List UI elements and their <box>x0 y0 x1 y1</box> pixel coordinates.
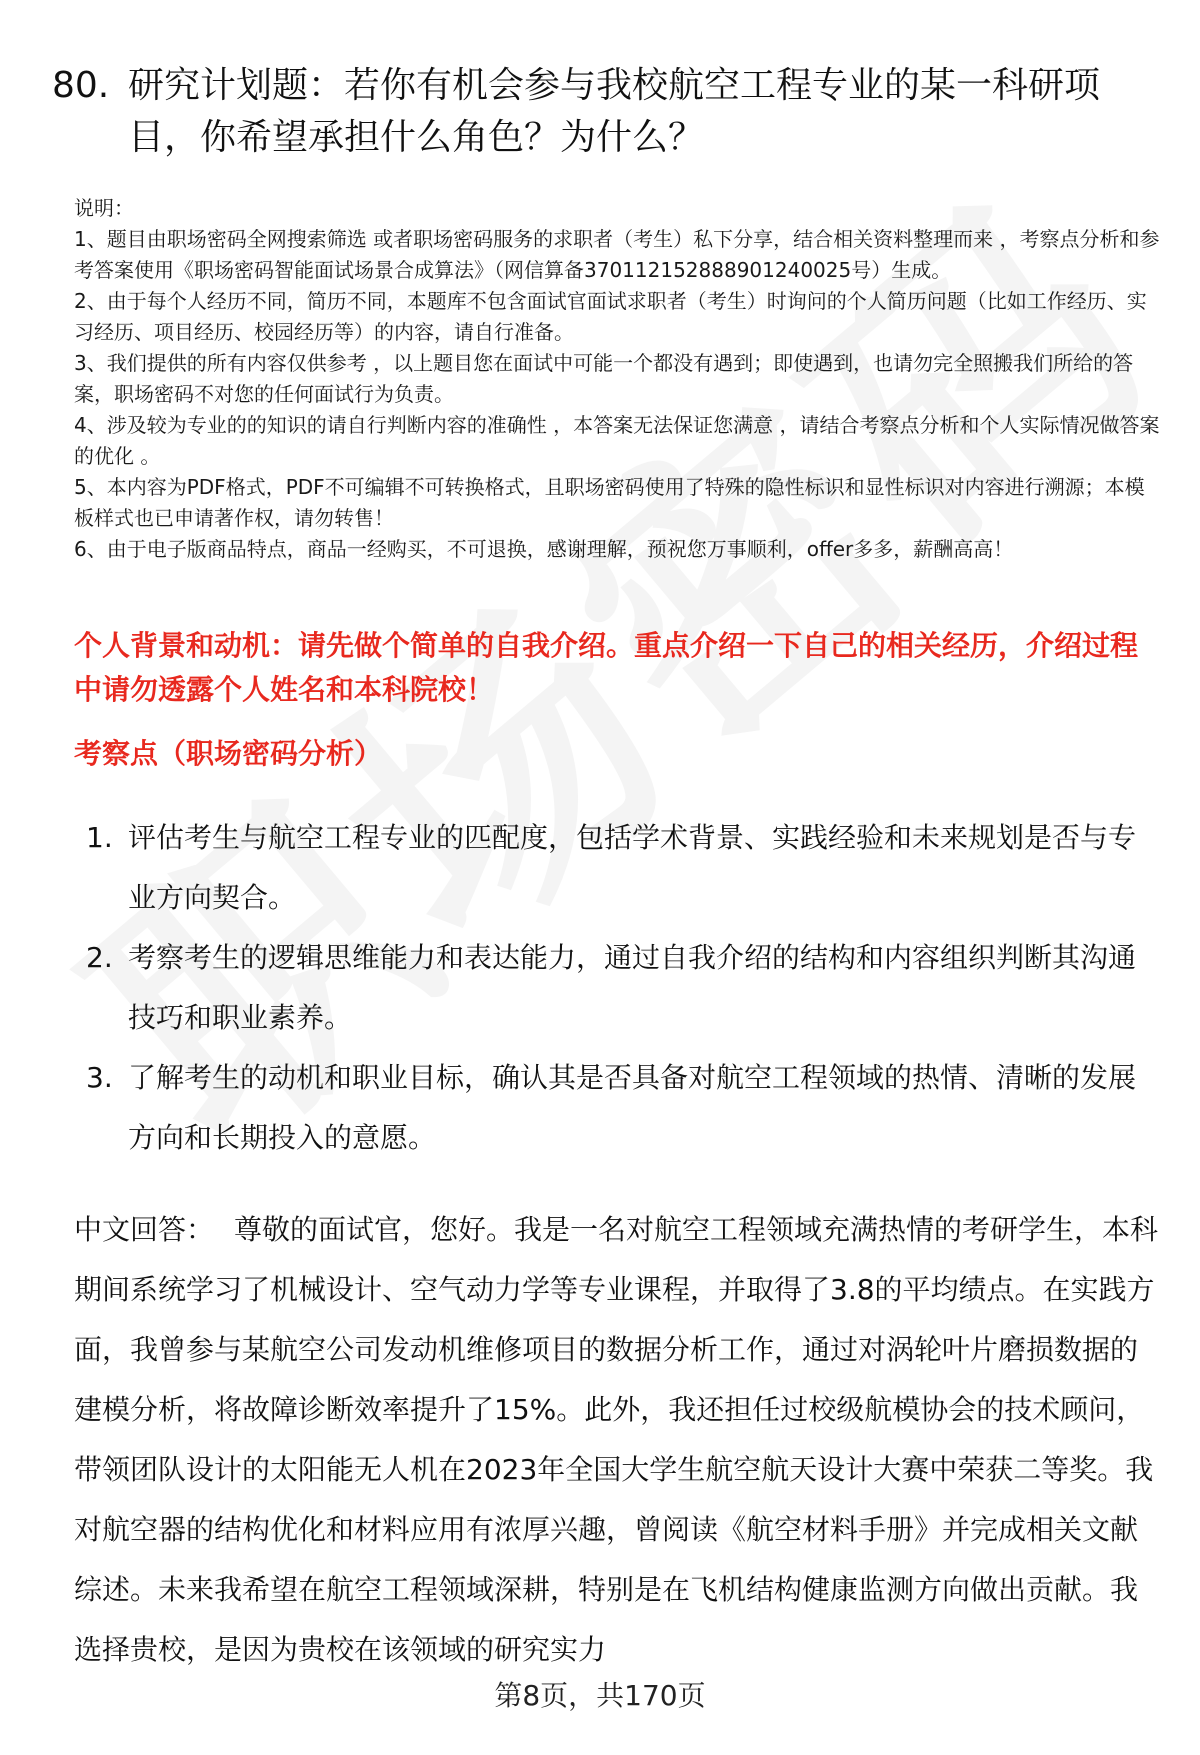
background-heading: 个人背景和动机：请先做个简单的自我介绍。重点介绍一下自己的相关经历，介绍过程中请勿透露个人姓名和本科院校！ <box>74 629 1139 706</box>
question-number: 80. <box>52 65 110 106</box>
analysis-points <box>86 808 1161 1168</box>
list-item-text: 评估考生与航空工程专业的匹配度，包括学术背景、实践经验和未来规划是否与专业方向契合。 <box>128 821 1137 914</box>
notes-block <box>74 193 1162 565</box>
list-item <box>86 928 1161 1048</box>
question-heading <box>52 60 1152 164</box>
notes-item: 4、涉及较为专业的的知识的请自行判断内容的准确性 ，本答案无法保证您满意 ，请结合考察点分析和个人实际情况做答案的优化 。 <box>74 413 1160 468</box>
list-item-number: 3. <box>86 1061 113 1094</box>
answer-label: 中文回答： <box>74 1213 215 1246</box>
notes-item: 2、由于每个人经历不同，简历不同，本题库不包含面试官面试求职者（考生）时询问的个人简历问题（比如工作经历、实习经历、项目经历、校园经历等）的内容，请自行准备。 <box>74 289 1147 344</box>
answer-block <box>74 1200 1164 1680</box>
page-number: 第8页，共170页 <box>494 1679 706 1712</box>
list-item-text: 考察考生的逻辑思维能力和表达能力，通过自我介绍的结构和内容组织判断其沟通技巧和职业素养。 <box>128 941 1137 1034</box>
notes-item: 3、我们提供的所有内容仅供参考 ，以上题目您在面试中可能一个都没有遇到；即使遇到，也请勿完全照搬我们所给的答案，职场密码不对您的任何面试行为负责。 <box>74 351 1134 406</box>
notes-item: 6、由于电子版商品特点，商品一经购买，不可退换，感谢理解，预祝您万事顺利，offer多多，薪酬高高！ <box>74 537 1014 561</box>
notes-title: 说明： <box>74 196 134 220</box>
list-item <box>86 808 1161 928</box>
list-item-number: 2. <box>86 941 113 974</box>
notes-item: 5、本内容为PDF格式，PDF不可编辑不可转换格式，且职场密码使用了特殊的隐性标识和显性标识对内容进行溯源；本模板样式也已申请著作权，请勿转售！ <box>74 475 1145 530</box>
list-item-text: 了解考生的动机和职业目标，确认其是否具备对航空工程领域的热情、清晰的发展方向和长期投入的意愿。 <box>128 1061 1137 1154</box>
list-item <box>86 1048 1161 1168</box>
question-text: 研究计划题：若你有机会参与我校航空工程专业的某一科研项目，你希望承担什么角色？为什么？ <box>128 65 1101 158</box>
analysis-heading: 考察点（职场密码分析） <box>74 737 383 770</box>
answer-text: 尊敬的面试官，您好。我是一名对航空工程领域充满热情的考研学生，本科期间系统学习了机械设计、空气动力学等专业课程，并取得了3.8的平均绩点。在实践方面，我曾参与某航空公司发动机维修项目的数据分析工作，通过对涡轮叶片磨损数据的建模分析，将故障诊断效率提升了15%。此外，我还担任过校级航模协会的技术顾问，带领团队设计的太阳能无人机在2023年全国大学生航空航天设计大赛中荣获二等奖。我对航空器的结构优化和材料应用有浓厚兴趣，曾阅读《航空材料手册》并完成相关文献综述。未来我希望在航空工程领域深耕，特别是在飞机结构健康监测方向做出贡献。我选择贵校，是因为贵校在该领域的研究实力 <box>74 1213 1159 1666</box>
notes-item: 1、题目由职场密码全网搜索筛选 或者职场密码服务的求职者（考生）私下分享，结合相关资料整理而来 ，考察点分析和参考答案使用《职场密码智能面试场景合成算法》（网信算备370112152888901240025号）生成。 <box>74 227 1160 282</box>
list-item-number: 1. <box>86 821 113 854</box>
